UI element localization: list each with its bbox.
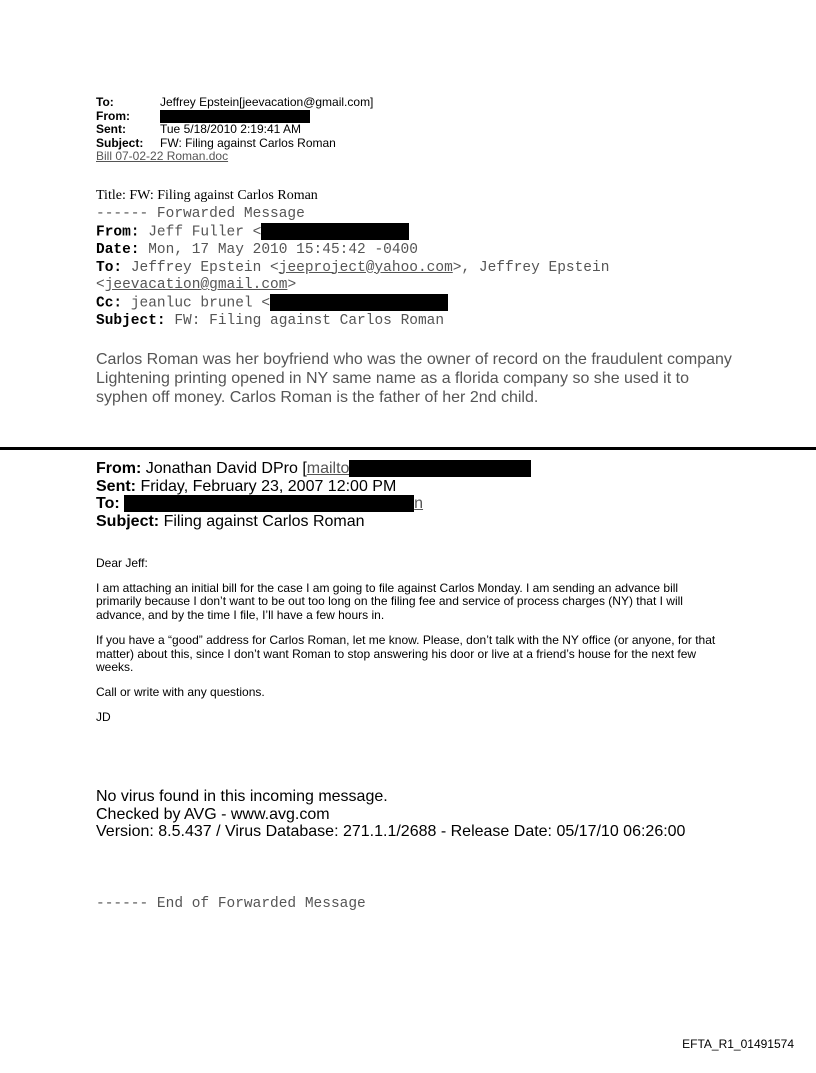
original-subject-row	[96, 513, 531, 531]
letter-signature: JD	[96, 709, 111, 724]
original-sent-row	[96, 478, 531, 496]
forwarded-subject-label: Subject:	[96, 313, 166, 330]
end-forwarded-marker: ------ End of Forwarded Message	[96, 896, 366, 912]
original-to-label: To:	[96, 495, 120, 513]
letter-paragraph-2: If you have a “good” address for Carlos Roman, let me know. Please, don’t talk with the NY office (or anyone, for that matter) about this, since I don’t want Roman to stop answering his door or live at a friend’s house for the next few weeks.	[96, 632, 716, 675]
header-sent-value: Tue 5/18/2010 2:19:41 AM	[160, 122, 301, 136]
header-to-row	[96, 96, 373, 110]
letter-paragraph-3: Call or write with any questions.	[96, 684, 265, 699]
original-from-label: From:	[96, 460, 142, 477]
attachment-link[interactable]: Bill 07-02-22 Roman.doc	[96, 149, 229, 163]
title-line: Title: FW: Filing against Carlos Roman	[96, 188, 318, 203]
forwarded-from-value: Jeff Fuller <	[148, 224, 262, 241]
forwarded-message-header	[96, 206, 609, 331]
forwarded-to-row	[96, 260, 609, 277]
forwarded-date-row	[96, 242, 609, 259]
original-subject-value: Filing against Carlos Roman	[163, 512, 365, 530]
email-link-yahoo[interactable]: jeeproject@yahoo.com	[278, 259, 453, 276]
original-sent-label: Sent:	[96, 477, 136, 495]
forwarded-to-name1: Jeffrey Epstein <	[130, 259, 279, 276]
redaction-box	[270, 294, 448, 311]
original-sent-value: Friday, February 23, 2007 12:00 PM	[140, 477, 397, 495]
original-from-value: Jonathan David DPro [	[145, 460, 307, 477]
forwarded-from-row	[96, 223, 609, 242]
header-from-label: From:	[96, 108, 130, 123]
header-to-value: Jeffrey Epstein[jeevacation@gmail.com]	[160, 95, 374, 109]
header-subject-label: Subject:	[96, 135, 144, 150]
forwarded-date-label: Date:	[96, 242, 140, 259]
forwarded-to-label: To:	[96, 259, 123, 276]
forwarded-from-label: From:	[96, 224, 140, 241]
redaction-box	[349, 460, 531, 477]
forwarded-cc-value: jeanluc brunel <	[130, 295, 271, 312]
redaction-box	[261, 223, 409, 240]
forwarded-subject-row	[96, 313, 609, 330]
email-link-gmail[interactable]: jeevacation@gmail.com	[104, 276, 288, 293]
forwarded-to-row-cont	[96, 277, 609, 294]
email-header	[96, 96, 373, 164]
header-subject-row	[96, 137, 373, 151]
comment-paragraph: Carlos Roman was her boyfriend who was the owner of record on the fraudulent company Lightening printing opened in NY same name as a florida company so she used it to syphen off money. Carlos Roman is the father of her 2nd child.	[96, 351, 732, 406]
forwarded-to-gt: >	[287, 276, 297, 293]
header-to-label: To:	[96, 95, 114, 109]
header-from-row	[96, 110, 373, 124]
forwarded-cc-label: Cc:	[96, 295, 123, 312]
virus-notice	[96, 788, 685, 841]
header-sent-row	[96, 123, 373, 137]
redaction-box	[124, 495, 414, 512]
original-to-row	[96, 495, 531, 513]
letter-greeting: Dear Jeff:	[96, 556, 148, 570]
letter-paragraph-1: I am attaching an initial bill for the case I am going to file against Carlos Monday. I am sending an advance bill primarily because I don’t want to be out too long on the filing fee and service of process charges (NY) that I will advance, and by the time I file, I’ll have a few hours in.	[96, 580, 683, 623]
header-sent-label: Sent:	[96, 122, 126, 136]
original-to-tail[interactable]: n	[414, 495, 424, 513]
virus-line-3: Version: 8.5.437 / Virus Database: 271.1.1/2688 - Release Date: 05/17/10 06:26:00	[96, 823, 686, 841]
forwarded-to-lt: <	[96, 276, 105, 293]
divider	[0, 447, 816, 450]
header-subject-value: FW: Filing against Carlos Roman	[160, 135, 336, 150]
document-id: EFTA_R1_01491574	[682, 1037, 794, 1051]
original-from-row	[96, 460, 531, 478]
attachment-row	[96, 150, 373, 164]
forwarded-to-sep: >, Jeffrey Epstein	[452, 259, 610, 276]
virus-line-1: No virus found in this incoming message.	[96, 788, 388, 805]
forwarded-date-value: Mon, 17 May 2010 15:45:42 -0400	[148, 242, 418, 259]
forwarded-cc-row	[96, 294, 609, 313]
forwarded-marker: ------ Forwarded Message	[96, 206, 305, 222]
redaction-box	[160, 110, 310, 123]
virus-line-2: Checked by AVG - www.avg.com	[96, 805, 330, 823]
letter-body	[96, 557, 716, 735]
original-message-header	[96, 460, 531, 530]
original-subject-label: Subject:	[96, 512, 160, 530]
mailto-link[interactable]: mailto	[306, 460, 350, 477]
forwarded-subject-value: FW: Filing against Carlos Roman	[174, 313, 445, 330]
